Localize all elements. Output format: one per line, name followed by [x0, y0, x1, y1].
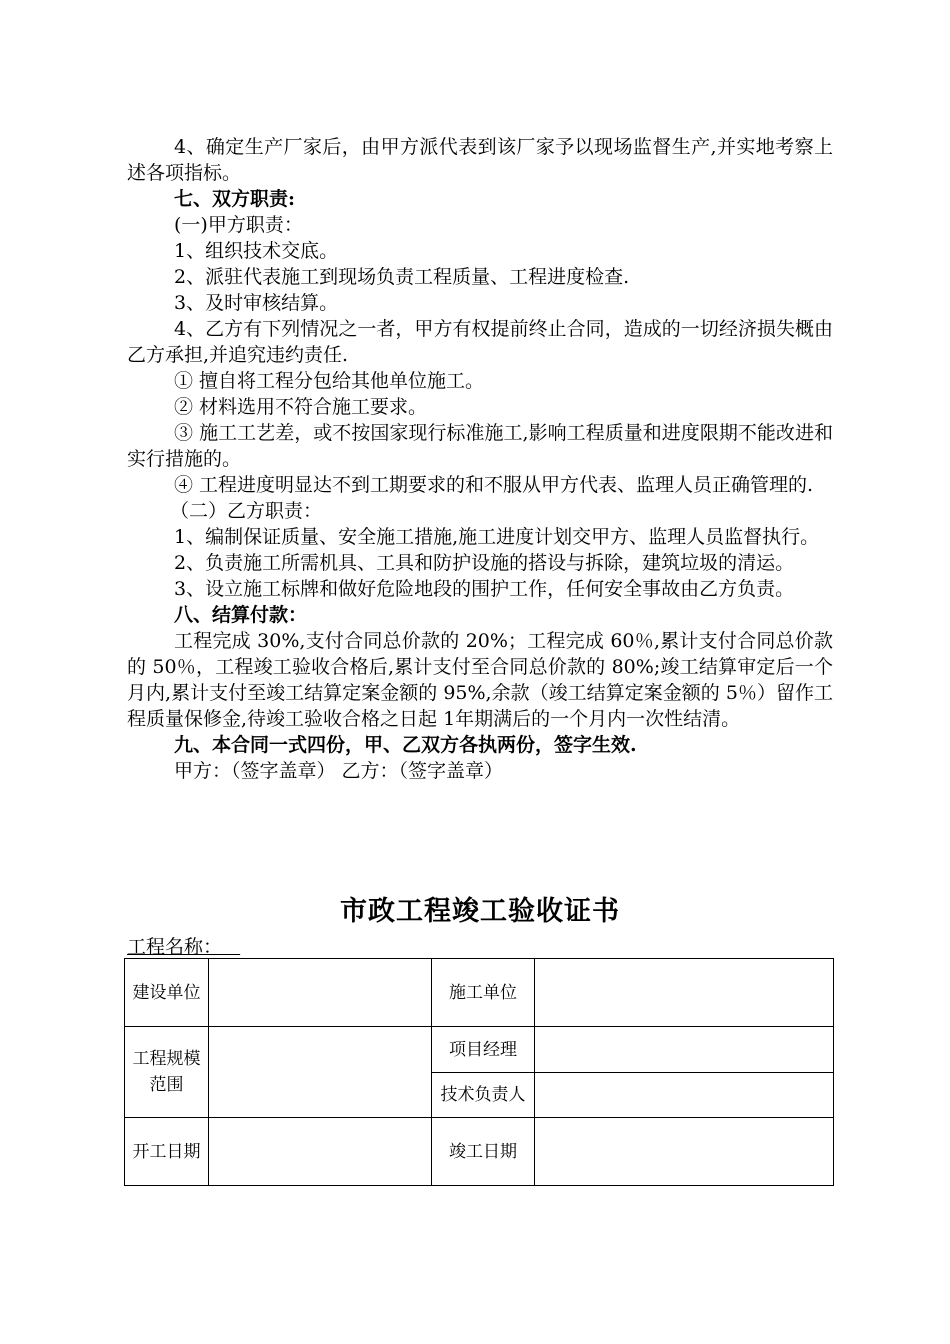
field-builder-unit[interactable] — [535, 959, 834, 1027]
paragraph-termination-item-4: ④ 工程进度明显达不到工期要求的和不服从甲方代表、监理人员正确管理的. — [174, 474, 814, 496]
project-name-label-text: 工程名称： — [127, 936, 223, 958]
paragraph-a-duty-4: 4、乙方有下列情况之一者，甲方有权提前终止合同，造成的一切经济损失概由乙方承担,并追究违约责任. — [127, 318, 833, 366]
subheading-party-a-duties: (一)甲方职责： — [174, 214, 303, 236]
paragraph-manufacturer-supervision: 4、确定生产厂家后，由甲方派代表到该厂家予以现场监督生产,并实地考察上述各项指标。 — [127, 136, 833, 184]
field-construction-unit[interactable] — [209, 959, 432, 1027]
paragraph-b-duty-2: 2、负责施工所需机具、工具和防护设施的搭设与拆除，建筑垃圾的清运。 — [174, 552, 795, 574]
label-builder-unit: 施工单位 — [432, 959, 535, 1027]
paragraph-termination-item-1: ① 擅自将工程分包给其他单位施工。 — [174, 370, 485, 392]
label-completion-date: 竣工日期 — [432, 1118, 535, 1186]
section-heading-responsibilities: 七、双方职责: — [174, 188, 296, 210]
label-project-scale: 工程规模范围 — [125, 1027, 209, 1118]
table-row — [125, 959, 834, 1027]
field-completion-date[interactable] — [535, 1118, 834, 1186]
paragraph-a-duty-3: 3、及时审核结算。 — [174, 292, 339, 314]
paragraph-termination-item-2: ② 材料选用不符合施工要求。 — [174, 396, 428, 418]
acceptance-form-table — [124, 958, 834, 1186]
paragraph-a-duty-2: 2、派驻代表施工到现场负责工程质量、工程进度检查. — [174, 266, 630, 288]
label-start-date: 开工日期 — [125, 1118, 209, 1186]
label-construction-unit: 建设单位 — [125, 959, 209, 1027]
project-name-label — [127, 934, 240, 960]
table-row — [125, 1027, 834, 1073]
paragraph-signatures: 甲方：（签字盖章） 乙方：（签字盖章） — [174, 760, 504, 782]
paragraph-a-duty-1: 1、组织技术交底。 — [174, 240, 339, 262]
table-row — [125, 1118, 834, 1186]
field-project-scale[interactable] — [209, 1027, 432, 1118]
field-project-manager[interactable] — [535, 1027, 834, 1073]
contract-text — [127, 134, 833, 784]
certificate-title: 市政工程竣工验收证书 — [340, 896, 620, 927]
paragraph-payment-terms: 工程完成 30%,支付合同总价款的 20%；工程完成 60％,累计支付合同总价款的 50％，工程竣工验收合格后,累计支付至合同总价款的 80%;竣工结算审定后一个月内,累计支付至竣工结算定案金额的 95%,余款（竣工结算定案金额的 5％）留作工程质量保修金,待竣工验收合格之日起 1年期满后的一个月内一次性结清。 — [127, 630, 833, 730]
label-project-manager: 项目经理 — [432, 1027, 535, 1073]
paragraph-termination-item-3: ③ 施工工艺差，或不按国家现行标准施工,影响工程质量和进度限期不能改进和实行措施的。 — [127, 422, 833, 470]
field-start-date[interactable] — [209, 1118, 432, 1186]
paragraph-b-duty-3: 3、设立施工标牌和做好危险地段的围护工作，任何安全事故由乙方负责。 — [174, 578, 795, 600]
section-heading-copies: 九、本合同一式四份，甲、乙双方各执两份，签字生效. — [174, 734, 637, 756]
field-technical-lead[interactable] — [535, 1073, 834, 1118]
paragraph-b-duty-1: 1、编制保证质量、安全施工措施,施工进度计划交甲方、监理人员监督执行。 — [174, 526, 820, 548]
label-technical-lead: 技术负责人 — [432, 1073, 535, 1118]
section-heading-settlement: 八、结算付款： — [174, 604, 308, 626]
subheading-party-b-duties: （二）乙方职责： — [170, 500, 323, 522]
